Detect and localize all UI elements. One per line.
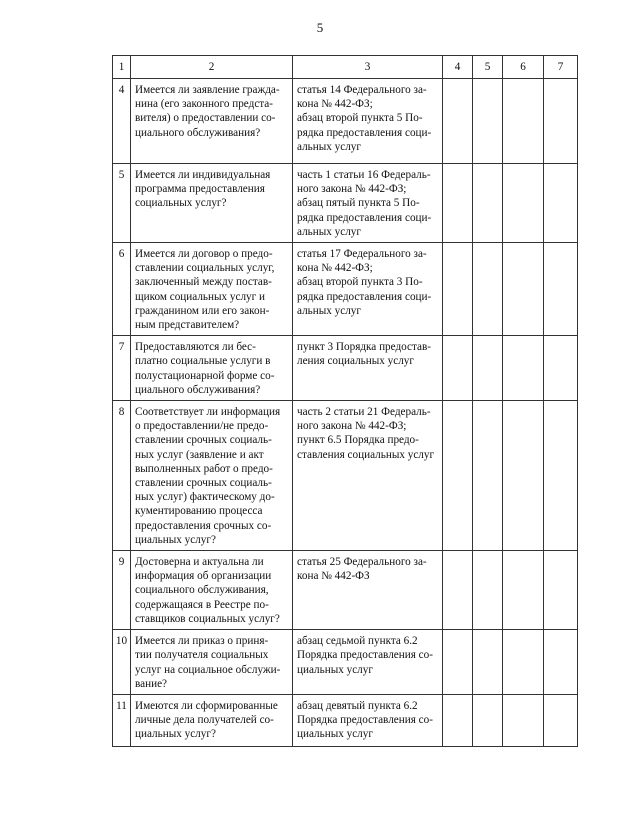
- row-number: 4: [113, 79, 131, 164]
- row-number: 8: [113, 401, 131, 551]
- empty-cell-7: [544, 401, 578, 551]
- row-number: 5: [113, 164, 131, 243]
- empty-cell-4: [443, 401, 473, 551]
- row-number: 9: [113, 551, 131, 630]
- empty-cell-5: [473, 164, 503, 243]
- question-cell: Соответствует ли информация о предоставлении/не предо- ставлении срочных социаль- ных услуг (заявление и акт выполненных работ о предо- ставлении срочных социаль- ных услуг) фактическому до- кументированию процесса предоставления срочных со- циальных услуг?: [131, 401, 293, 551]
- empty-cell-7: [544, 694, 578, 746]
- empty-cell-5: [473, 243, 503, 336]
- empty-cell-5: [473, 630, 503, 695]
- empty-cell-4: [443, 336, 473, 401]
- question-cell: Имеется ли приказ о приня- тии получателя социальных услуг на социальное обслужи- вание?: [131, 630, 293, 695]
- question-cell: Достоверна и актуальна ли информация об организации социального обслуживания, содержащаяся в Реестре по- ставщиков социальных услуг?: [131, 551, 293, 630]
- table-row: [113, 243, 578, 336]
- empty-cell-7: [544, 164, 578, 243]
- empty-cell-6: [503, 551, 544, 630]
- reference-cell: часть 2 статьи 21 Федераль- ного закона № 442-ФЗ; пункт 6.5 Порядка предо- ставления социальных услуг: [293, 401, 443, 551]
- empty-cell-5: [473, 401, 503, 551]
- table-row: [113, 630, 578, 695]
- table-row: [113, 694, 578, 746]
- empty-cell-6: [503, 243, 544, 336]
- checklist-table: [112, 55, 578, 747]
- empty-cell-7: [544, 551, 578, 630]
- reference-cell: часть 1 статьи 16 Федераль- ного закона № 442-ФЗ; абзац пятый пункта 5 По- рядка предоставления соци- альных услуг: [293, 164, 443, 243]
- empty-cell-6: [503, 694, 544, 746]
- empty-cell-4: [443, 79, 473, 164]
- question-cell: Имеется ли индивидуальная программа предоставления социальных услуг?: [131, 164, 293, 243]
- table-row: [113, 164, 578, 243]
- empty-cell-7: [544, 79, 578, 164]
- header-cell: 3: [293, 56, 443, 79]
- empty-cell-5: [473, 551, 503, 630]
- reference-cell: статья 14 Федерального за- кона № 442-ФЗ; абзац второй пункта 5 По- рядка предоставления соци- альных услуг: [293, 79, 443, 164]
- empty-cell-4: [443, 551, 473, 630]
- empty-cell-6: [503, 164, 544, 243]
- empty-cell-6: [503, 79, 544, 164]
- question-cell: Предоставляются ли бес- платно социальные услуги в полустационарной форме со- циального обслуживания?: [131, 336, 293, 401]
- empty-cell-5: [473, 79, 503, 164]
- empty-cell-6: [503, 336, 544, 401]
- empty-cell-4: [443, 630, 473, 695]
- header-cell: 2: [131, 56, 293, 79]
- empty-cell-7: [544, 336, 578, 401]
- header-cell: 6: [503, 56, 544, 79]
- table-row: [113, 401, 578, 551]
- empty-cell-4: [443, 164, 473, 243]
- table-row: [113, 551, 578, 630]
- header-cell: 1: [113, 56, 131, 79]
- empty-cell-7: [544, 630, 578, 695]
- question-cell: Имеются ли сформированные личные дела получателей со- циальных услуг?: [131, 694, 293, 746]
- table-header-row: [113, 56, 578, 79]
- reference-cell: статья 25 Федерального за- кона № 442-ФЗ: [293, 551, 443, 630]
- row-number: 7: [113, 336, 131, 401]
- question-cell: Имеется ли заявление гражда- нина (его законного предста- вителя) о предоставлении со- циального обслуживания?: [131, 79, 293, 164]
- header-cell: 4: [443, 56, 473, 79]
- empty-cell-5: [473, 694, 503, 746]
- reference-cell: абзац девятый пункта 6.2 Порядка предоставления со- циальных услуг: [293, 694, 443, 746]
- row-number: 11: [113, 694, 131, 746]
- header-cell: 5: [473, 56, 503, 79]
- table-row: [113, 336, 578, 401]
- empty-cell-5: [473, 336, 503, 401]
- row-number: 6: [113, 243, 131, 336]
- empty-cell-4: [443, 694, 473, 746]
- reference-cell: статья 17 Федерального за- кона № 442-ФЗ; абзац второй пункта 3 По- рядка предоставления соци- альных услуг: [293, 243, 443, 336]
- table-row: [113, 79, 578, 164]
- row-number: 10: [113, 630, 131, 695]
- page-number: 5: [316, 20, 324, 35]
- reference-cell: пункт 3 Порядка предостав- ления социальных услуг: [293, 336, 443, 401]
- empty-cell-4: [443, 243, 473, 336]
- header-cell: 7: [544, 56, 578, 79]
- reference-cell: абзац седьмой пункта 6.2 Порядка предоставления со- циальных услуг: [293, 630, 443, 695]
- question-cell: Имеется ли договор о предо- ставлении социальных услуг, заключенный между постав- щиком социальных услуг и гражданином или его закон- ным представителем?: [131, 243, 293, 336]
- empty-cell-6: [503, 630, 544, 695]
- empty-cell-7: [544, 243, 578, 336]
- empty-cell-6: [503, 401, 544, 551]
